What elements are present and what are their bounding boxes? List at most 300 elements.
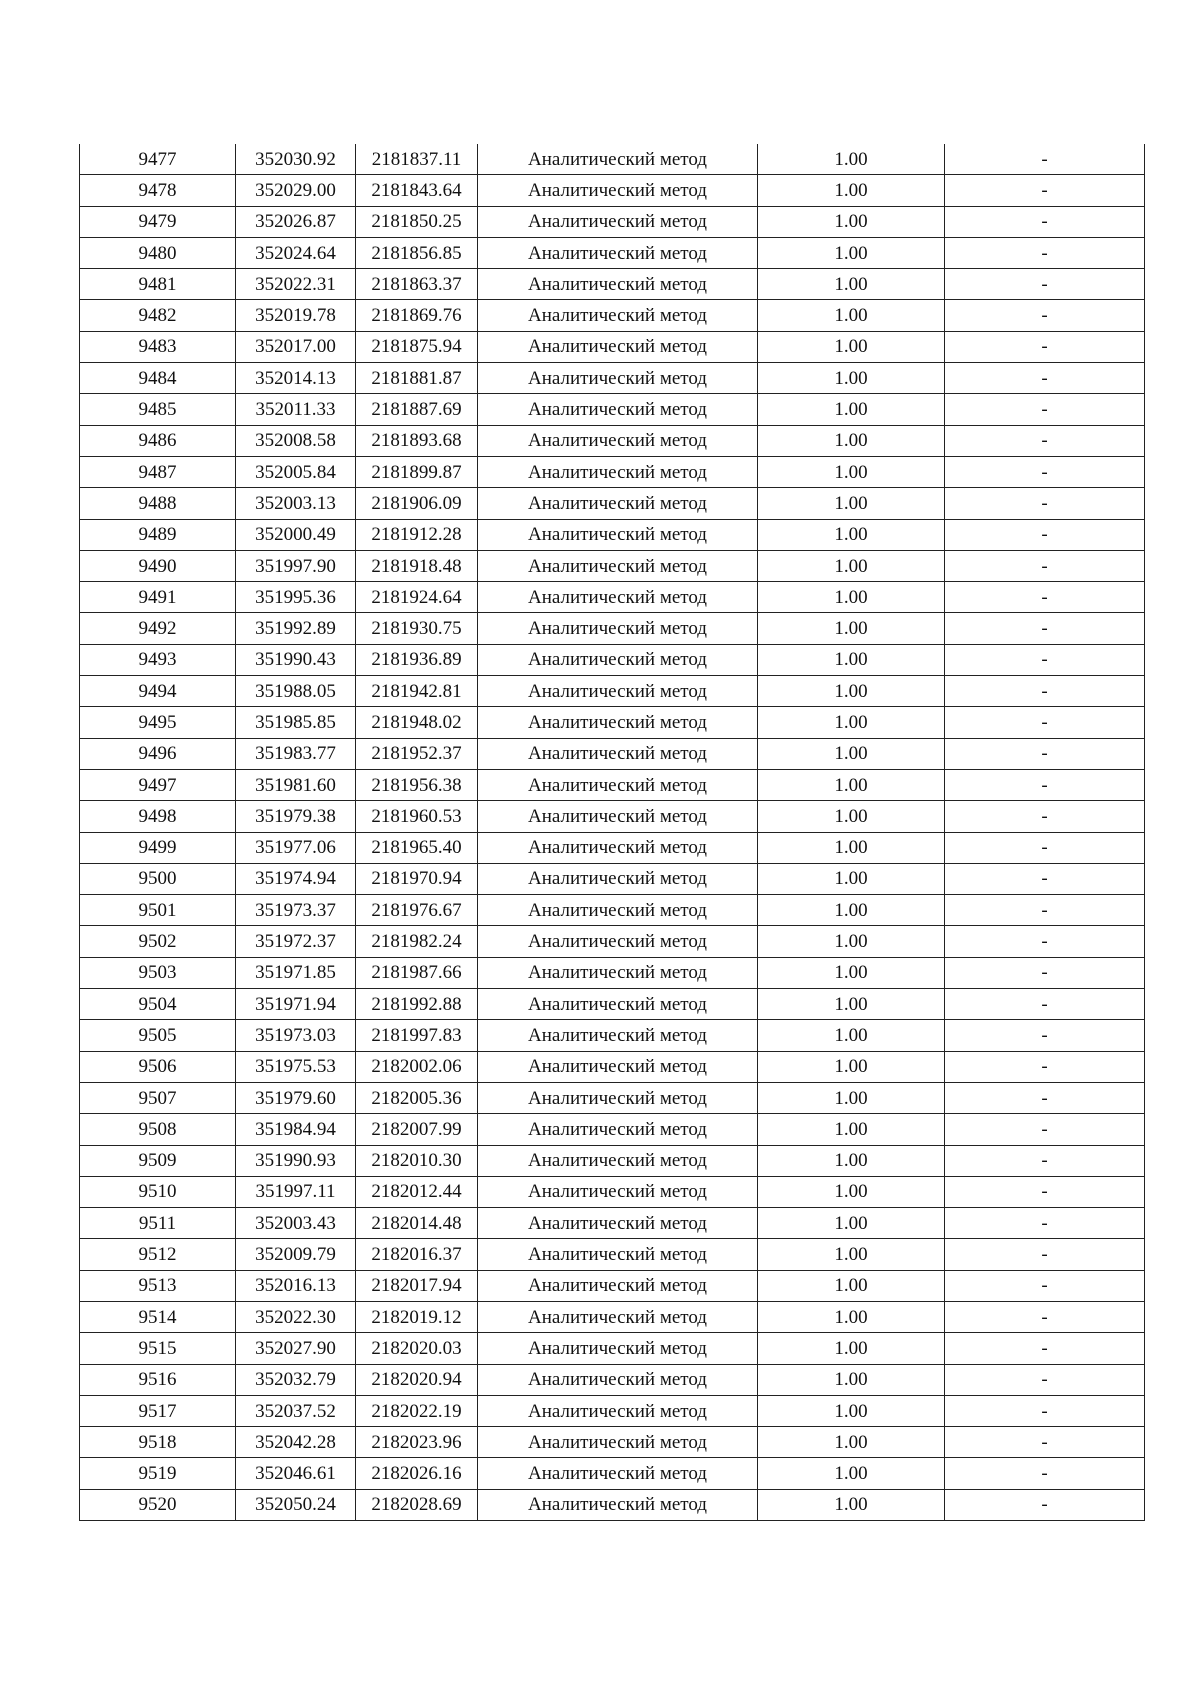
table-row <box>80 957 1145 988</box>
point-number-cell: 9487 <box>80 456 236 487</box>
accuracy-cell: 1.00 <box>758 519 945 550</box>
accuracy-cell: 1.00 <box>758 1364 945 1395</box>
y-coordinate-cell: 2181952.37 <box>356 738 478 769</box>
x-coordinate-cell: 352046.61 <box>236 1458 356 1489</box>
table-row <box>80 237 1145 268</box>
table-row <box>80 1489 1145 1520</box>
accuracy-cell: 1.00 <box>758 707 945 738</box>
note-cell: - <box>945 863 1145 894</box>
accuracy-cell: 1.00 <box>758 175 945 206</box>
point-number-cell: 9491 <box>80 582 236 613</box>
table-row <box>80 519 1145 550</box>
point-number-cell: 9488 <box>80 488 236 519</box>
x-coordinate-cell: 351977.06 <box>236 832 356 863</box>
note-cell: - <box>945 1176 1145 1207</box>
table-row <box>80 1239 1145 1270</box>
point-number-cell: 9508 <box>80 1114 236 1145</box>
y-coordinate-cell: 2181924.64 <box>356 582 478 613</box>
x-coordinate-cell: 352016.13 <box>236 1270 356 1301</box>
table-row <box>80 1301 1145 1332</box>
point-number-cell: 9498 <box>80 801 236 832</box>
table-row <box>80 644 1145 675</box>
method-cell: Аналитический метод <box>478 1208 758 1239</box>
x-coordinate-cell: 352042.28 <box>236 1427 356 1458</box>
accuracy-cell: 1.00 <box>758 1020 945 1051</box>
accuracy-cell: 1.00 <box>758 1458 945 1489</box>
x-coordinate-cell: 351983.77 <box>236 738 356 769</box>
x-coordinate-cell: 352005.84 <box>236 456 356 487</box>
method-cell: Аналитический метод <box>478 738 758 769</box>
accuracy-cell: 1.00 <box>758 769 945 800</box>
note-cell: - <box>945 738 1145 769</box>
note-cell: - <box>945 926 1145 957</box>
note-cell: - <box>945 300 1145 331</box>
point-number-cell: 9494 <box>80 676 236 707</box>
accuracy-cell: 1.00 <box>758 926 945 957</box>
x-coordinate-cell: 351997.90 <box>236 550 356 581</box>
x-coordinate-cell: 352024.64 <box>236 237 356 268</box>
y-coordinate-cell: 2181912.28 <box>356 519 478 550</box>
accuracy-cell: 1.00 <box>758 613 945 644</box>
point-number-cell: 9513 <box>80 1270 236 1301</box>
point-number-cell: 9492 <box>80 613 236 644</box>
x-coordinate-cell: 351990.43 <box>236 644 356 675</box>
note-cell: - <box>945 957 1145 988</box>
note-cell: - <box>945 456 1145 487</box>
accuracy-cell: 1.00 <box>758 300 945 331</box>
table-row <box>80 175 1145 206</box>
accuracy-cell: 1.00 <box>758 832 945 863</box>
method-cell: Аналитический метод <box>478 769 758 800</box>
method-cell: Аналитический метод <box>478 456 758 487</box>
x-coordinate-cell: 352032.79 <box>236 1364 356 1395</box>
table-row <box>80 1082 1145 1113</box>
point-number-cell: 9484 <box>80 363 236 394</box>
y-coordinate-cell: 2181843.64 <box>356 175 478 206</box>
point-number-cell: 9515 <box>80 1333 236 1364</box>
accuracy-cell: 1.00 <box>758 1301 945 1332</box>
table-row <box>80 550 1145 581</box>
y-coordinate-cell: 2181863.37 <box>356 269 478 300</box>
note-cell: - <box>945 488 1145 519</box>
accuracy-cell: 1.00 <box>758 144 945 175</box>
accuracy-cell: 1.00 <box>758 582 945 613</box>
x-coordinate-cell: 351997.11 <box>236 1176 356 1207</box>
accuracy-cell: 1.00 <box>758 1114 945 1145</box>
table-row <box>80 1458 1145 1489</box>
x-coordinate-cell: 352003.13 <box>236 488 356 519</box>
accuracy-cell: 1.00 <box>758 331 945 362</box>
note-cell: - <box>945 519 1145 550</box>
point-number-cell: 9502 <box>80 926 236 957</box>
note-cell: - <box>945 1333 1145 1364</box>
accuracy-cell: 1.00 <box>758 488 945 519</box>
method-cell: Аналитический метод <box>478 1489 758 1520</box>
method-cell: Аналитический метод <box>478 1114 758 1145</box>
x-coordinate-cell: 351981.60 <box>236 769 356 800</box>
method-cell: Аналитический метод <box>478 1020 758 1051</box>
point-number-cell: 9519 <box>80 1458 236 1489</box>
point-number-cell: 9500 <box>80 863 236 894</box>
point-number-cell: 9516 <box>80 1364 236 1395</box>
y-coordinate-cell: 2181869.76 <box>356 300 478 331</box>
accuracy-cell: 1.00 <box>758 644 945 675</box>
point-number-cell: 9510 <box>80 1176 236 1207</box>
method-cell: Аналитический метод <box>478 1051 758 1082</box>
point-number-cell: 9485 <box>80 394 236 425</box>
y-coordinate-cell: 2181956.38 <box>356 769 478 800</box>
table-row <box>80 613 1145 644</box>
point-number-cell: 9493 <box>80 644 236 675</box>
y-coordinate-cell: 2182026.16 <box>356 1458 478 1489</box>
table-row <box>80 1395 1145 1426</box>
table-row <box>80 1020 1145 1051</box>
x-coordinate-cell: 351972.37 <box>236 926 356 957</box>
y-coordinate-cell: 2181875.94 <box>356 331 478 362</box>
y-coordinate-cell: 2181965.40 <box>356 832 478 863</box>
y-coordinate-cell: 2181936.89 <box>356 644 478 675</box>
note-cell: - <box>945 1208 1145 1239</box>
accuracy-cell: 1.00 <box>758 425 945 456</box>
accuracy-cell: 1.00 <box>758 206 945 237</box>
accuracy-cell: 1.00 <box>758 1270 945 1301</box>
table-row <box>80 1364 1145 1395</box>
note-cell: - <box>945 363 1145 394</box>
point-number-cell: 9486 <box>80 425 236 456</box>
y-coordinate-cell: 2182020.94 <box>356 1364 478 1395</box>
method-cell: Аналитический метод <box>478 1364 758 1395</box>
x-coordinate-cell: 351979.60 <box>236 1082 356 1113</box>
table-row <box>80 989 1145 1020</box>
point-number-cell: 9503 <box>80 957 236 988</box>
point-number-cell: 9517 <box>80 1395 236 1426</box>
method-cell: Аналитический метод <box>478 300 758 331</box>
accuracy-cell: 1.00 <box>758 1489 945 1520</box>
method-cell: Аналитический метод <box>478 1176 758 1207</box>
accuracy-cell: 1.00 <box>758 550 945 581</box>
y-coordinate-cell: 2182016.37 <box>356 1239 478 1270</box>
method-cell: Аналитический метод <box>478 1301 758 1332</box>
note-cell: - <box>945 895 1145 926</box>
x-coordinate-cell: 352009.79 <box>236 1239 356 1270</box>
x-coordinate-cell: 352050.24 <box>236 1489 356 1520</box>
y-coordinate-cell: 2181960.53 <box>356 801 478 832</box>
note-cell: - <box>945 394 1145 425</box>
note-cell: - <box>945 1427 1145 1458</box>
y-coordinate-cell: 2182007.99 <box>356 1114 478 1145</box>
table-row <box>80 331 1145 362</box>
table-row <box>80 738 1145 769</box>
table-row <box>80 801 1145 832</box>
table-row <box>80 425 1145 456</box>
point-number-cell: 9509 <box>80 1145 236 1176</box>
accuracy-cell: 1.00 <box>758 801 945 832</box>
x-coordinate-cell: 352022.31 <box>236 269 356 300</box>
note-cell: - <box>945 676 1145 707</box>
accuracy-cell: 1.00 <box>758 1333 945 1364</box>
x-coordinate-cell: 351995.36 <box>236 582 356 613</box>
point-number-cell: 9511 <box>80 1208 236 1239</box>
y-coordinate-cell: 2182019.12 <box>356 1301 478 1332</box>
method-cell: Аналитический метод <box>478 269 758 300</box>
note-cell: - <box>945 425 1145 456</box>
point-number-cell: 9520 <box>80 1489 236 1520</box>
method-cell: Аналитический метод <box>478 1239 758 1270</box>
method-cell: Аналитический метод <box>478 1395 758 1426</box>
point-number-cell: 9489 <box>80 519 236 550</box>
y-coordinate-cell: 2181856.85 <box>356 237 478 268</box>
y-coordinate-cell: 2182022.19 <box>356 1395 478 1426</box>
table-row <box>80 269 1145 300</box>
y-coordinate-cell: 2181881.87 <box>356 363 478 394</box>
y-coordinate-cell: 2182010.30 <box>356 1145 478 1176</box>
method-cell: Аналитический метод <box>478 613 758 644</box>
x-coordinate-cell: 352003.43 <box>236 1208 356 1239</box>
x-coordinate-cell: 352014.13 <box>236 363 356 394</box>
y-coordinate-cell: 2182012.44 <box>356 1176 478 1207</box>
note-cell: - <box>945 1239 1145 1270</box>
method-cell: Аналитический метод <box>478 644 758 675</box>
point-number-cell: 9480 <box>80 237 236 268</box>
method-cell: Аналитический метод <box>478 175 758 206</box>
table-row <box>80 707 1145 738</box>
x-coordinate-cell: 351985.85 <box>236 707 356 738</box>
accuracy-cell: 1.00 <box>758 738 945 769</box>
note-cell: - <box>945 769 1145 800</box>
table-row <box>80 582 1145 613</box>
method-cell: Аналитический метод <box>478 1427 758 1458</box>
x-coordinate-cell: 352029.00 <box>236 175 356 206</box>
accuracy-cell: 1.00 <box>758 394 945 425</box>
note-cell: - <box>945 331 1145 362</box>
method-cell: Аналитический метод <box>478 832 758 863</box>
method-cell: Аналитический метод <box>478 895 758 926</box>
y-coordinate-cell: 2182005.36 <box>356 1082 478 1113</box>
method-cell: Аналитический метод <box>478 363 758 394</box>
note-cell: - <box>945 1301 1145 1332</box>
method-cell: Аналитический метод <box>478 1458 758 1489</box>
y-coordinate-cell: 2181930.75 <box>356 613 478 644</box>
table-row <box>80 769 1145 800</box>
point-number-cell: 9496 <box>80 738 236 769</box>
y-coordinate-cell: 2181899.87 <box>356 456 478 487</box>
note-cell: - <box>945 1458 1145 1489</box>
note-cell: - <box>945 1020 1145 1051</box>
x-coordinate-cell: 351990.93 <box>236 1145 356 1176</box>
table-row <box>80 1176 1145 1207</box>
table-row <box>80 1051 1145 1082</box>
note-cell: - <box>945 1489 1145 1520</box>
x-coordinate-cell: 352008.58 <box>236 425 356 456</box>
method-cell: Аналитический метод <box>478 394 758 425</box>
table-row <box>80 363 1145 394</box>
accuracy-cell: 1.00 <box>758 1145 945 1176</box>
y-coordinate-cell: 2181942.81 <box>356 676 478 707</box>
y-coordinate-cell: 2181948.02 <box>356 707 478 738</box>
y-coordinate-cell: 2181992.88 <box>356 989 478 1020</box>
point-number-cell: 9518 <box>80 1427 236 1458</box>
coordinates-table-body <box>80 144 1145 1521</box>
y-coordinate-cell: 2181837.11 <box>356 144 478 175</box>
y-coordinate-cell: 2182017.94 <box>356 1270 478 1301</box>
x-coordinate-cell: 352037.52 <box>236 1395 356 1426</box>
x-coordinate-cell: 351975.53 <box>236 1051 356 1082</box>
y-coordinate-cell: 2181887.69 <box>356 394 478 425</box>
note-cell: - <box>945 206 1145 237</box>
table-row <box>80 144 1145 175</box>
x-coordinate-cell: 351971.85 <box>236 957 356 988</box>
accuracy-cell: 1.00 <box>758 363 945 394</box>
point-number-cell: 9514 <box>80 1301 236 1332</box>
accuracy-cell: 1.00 <box>758 957 945 988</box>
x-coordinate-cell: 352000.49 <box>236 519 356 550</box>
x-coordinate-cell: 351992.89 <box>236 613 356 644</box>
x-coordinate-cell: 352026.87 <box>236 206 356 237</box>
x-coordinate-cell: 352027.90 <box>236 1333 356 1364</box>
accuracy-cell: 1.00 <box>758 1176 945 1207</box>
point-number-cell: 9483 <box>80 331 236 362</box>
note-cell: - <box>945 550 1145 581</box>
note-cell: - <box>945 644 1145 675</box>
x-coordinate-cell: 352019.78 <box>236 300 356 331</box>
y-coordinate-cell: 2181906.09 <box>356 488 478 519</box>
table-row <box>80 456 1145 487</box>
note-cell: - <box>945 1364 1145 1395</box>
method-cell: Аналитический метод <box>478 425 758 456</box>
y-coordinate-cell: 2182028.69 <box>356 1489 478 1520</box>
method-cell: Аналитический метод <box>478 488 758 519</box>
table-row <box>80 1333 1145 1364</box>
accuracy-cell: 1.00 <box>758 1395 945 1426</box>
x-coordinate-cell: 351973.03 <box>236 1020 356 1051</box>
method-cell: Аналитический метод <box>478 331 758 362</box>
x-coordinate-cell: 352030.92 <box>236 144 356 175</box>
x-coordinate-cell: 351988.05 <box>236 676 356 707</box>
note-cell: - <box>945 1270 1145 1301</box>
x-coordinate-cell: 351971.94 <box>236 989 356 1020</box>
point-number-cell: 9481 <box>80 269 236 300</box>
x-coordinate-cell: 351979.38 <box>236 801 356 832</box>
accuracy-cell: 1.00 <box>758 456 945 487</box>
x-coordinate-cell: 351984.94 <box>236 1114 356 1145</box>
table-row <box>80 863 1145 894</box>
point-number-cell: 9505 <box>80 1020 236 1051</box>
y-coordinate-cell: 2181850.25 <box>356 206 478 237</box>
point-number-cell: 9512 <box>80 1239 236 1270</box>
table-row <box>80 488 1145 519</box>
method-cell: Аналитический метод <box>478 707 758 738</box>
point-number-cell: 9495 <box>80 707 236 738</box>
table-row <box>80 926 1145 957</box>
accuracy-cell: 1.00 <box>758 269 945 300</box>
accuracy-cell: 1.00 <box>758 1051 945 1082</box>
method-cell: Аналитический метод <box>478 206 758 237</box>
method-cell: Аналитический метод <box>478 926 758 957</box>
note-cell: - <box>945 989 1145 1020</box>
point-number-cell: 9497 <box>80 769 236 800</box>
y-coordinate-cell: 2182023.96 <box>356 1427 478 1458</box>
method-cell: Аналитический метод <box>478 989 758 1020</box>
y-coordinate-cell: 2182020.03 <box>356 1333 478 1364</box>
method-cell: Аналитический метод <box>478 1082 758 1113</box>
table-row <box>80 1114 1145 1145</box>
y-coordinate-cell: 2181918.48 <box>356 550 478 581</box>
y-coordinate-cell: 2182014.48 <box>356 1208 478 1239</box>
y-coordinate-cell: 2181893.68 <box>356 425 478 456</box>
method-cell: Аналитический метод <box>478 801 758 832</box>
point-number-cell: 9477 <box>80 144 236 175</box>
x-coordinate-cell: 351973.37 <box>236 895 356 926</box>
point-number-cell: 9504 <box>80 989 236 1020</box>
method-cell: Аналитический метод <box>478 676 758 707</box>
y-coordinate-cell: 2181987.66 <box>356 957 478 988</box>
note-cell: - <box>945 1395 1145 1426</box>
note-cell: - <box>945 269 1145 300</box>
method-cell: Аналитический метод <box>478 519 758 550</box>
accuracy-cell: 1.00 <box>758 895 945 926</box>
note-cell: - <box>945 237 1145 268</box>
point-number-cell: 9479 <box>80 206 236 237</box>
method-cell: Аналитический метод <box>478 957 758 988</box>
accuracy-cell: 1.00 <box>758 1082 945 1113</box>
point-number-cell: 9507 <box>80 1082 236 1113</box>
table-row <box>80 832 1145 863</box>
x-coordinate-cell: 352017.00 <box>236 331 356 362</box>
table-row <box>80 1270 1145 1301</box>
point-number-cell: 9501 <box>80 895 236 926</box>
point-number-cell: 9478 <box>80 175 236 206</box>
table-row <box>80 1145 1145 1176</box>
method-cell: Аналитический метод <box>478 582 758 613</box>
y-coordinate-cell: 2182002.06 <box>356 1051 478 1082</box>
method-cell: Аналитический метод <box>478 1145 758 1176</box>
y-coordinate-cell: 2181982.24 <box>356 926 478 957</box>
table-row <box>80 1208 1145 1239</box>
table-row <box>80 300 1145 331</box>
note-cell: - <box>945 801 1145 832</box>
accuracy-cell: 1.00 <box>758 676 945 707</box>
method-cell: Аналитический метод <box>478 1333 758 1364</box>
y-coordinate-cell: 2181970.94 <box>356 863 478 894</box>
method-cell: Аналитический метод <box>478 237 758 268</box>
note-cell: - <box>945 707 1145 738</box>
point-number-cell: 9506 <box>80 1051 236 1082</box>
table-row <box>80 676 1145 707</box>
method-cell: Аналитический метод <box>478 863 758 894</box>
y-coordinate-cell: 2181976.67 <box>356 895 478 926</box>
accuracy-cell: 1.00 <box>758 1239 945 1270</box>
note-cell: - <box>945 1114 1145 1145</box>
x-coordinate-cell: 352022.30 <box>236 1301 356 1332</box>
note-cell: - <box>945 144 1145 175</box>
method-cell: Аналитический метод <box>478 1270 758 1301</box>
point-number-cell: 9482 <box>80 300 236 331</box>
accuracy-cell: 1.00 <box>758 1427 945 1458</box>
table-row <box>80 1427 1145 1458</box>
note-cell: - <box>945 1051 1145 1082</box>
note-cell: - <box>945 582 1145 613</box>
x-coordinate-cell: 351974.94 <box>236 863 356 894</box>
accuracy-cell: 1.00 <box>758 863 945 894</box>
note-cell: - <box>945 1145 1145 1176</box>
table-row <box>80 206 1145 237</box>
accuracy-cell: 1.00 <box>758 237 945 268</box>
table-row <box>80 895 1145 926</box>
note-cell: - <box>945 1082 1145 1113</box>
accuracy-cell: 1.00 <box>758 989 945 1020</box>
method-cell: Аналитический метод <box>478 550 758 581</box>
y-coordinate-cell: 2181997.83 <box>356 1020 478 1051</box>
